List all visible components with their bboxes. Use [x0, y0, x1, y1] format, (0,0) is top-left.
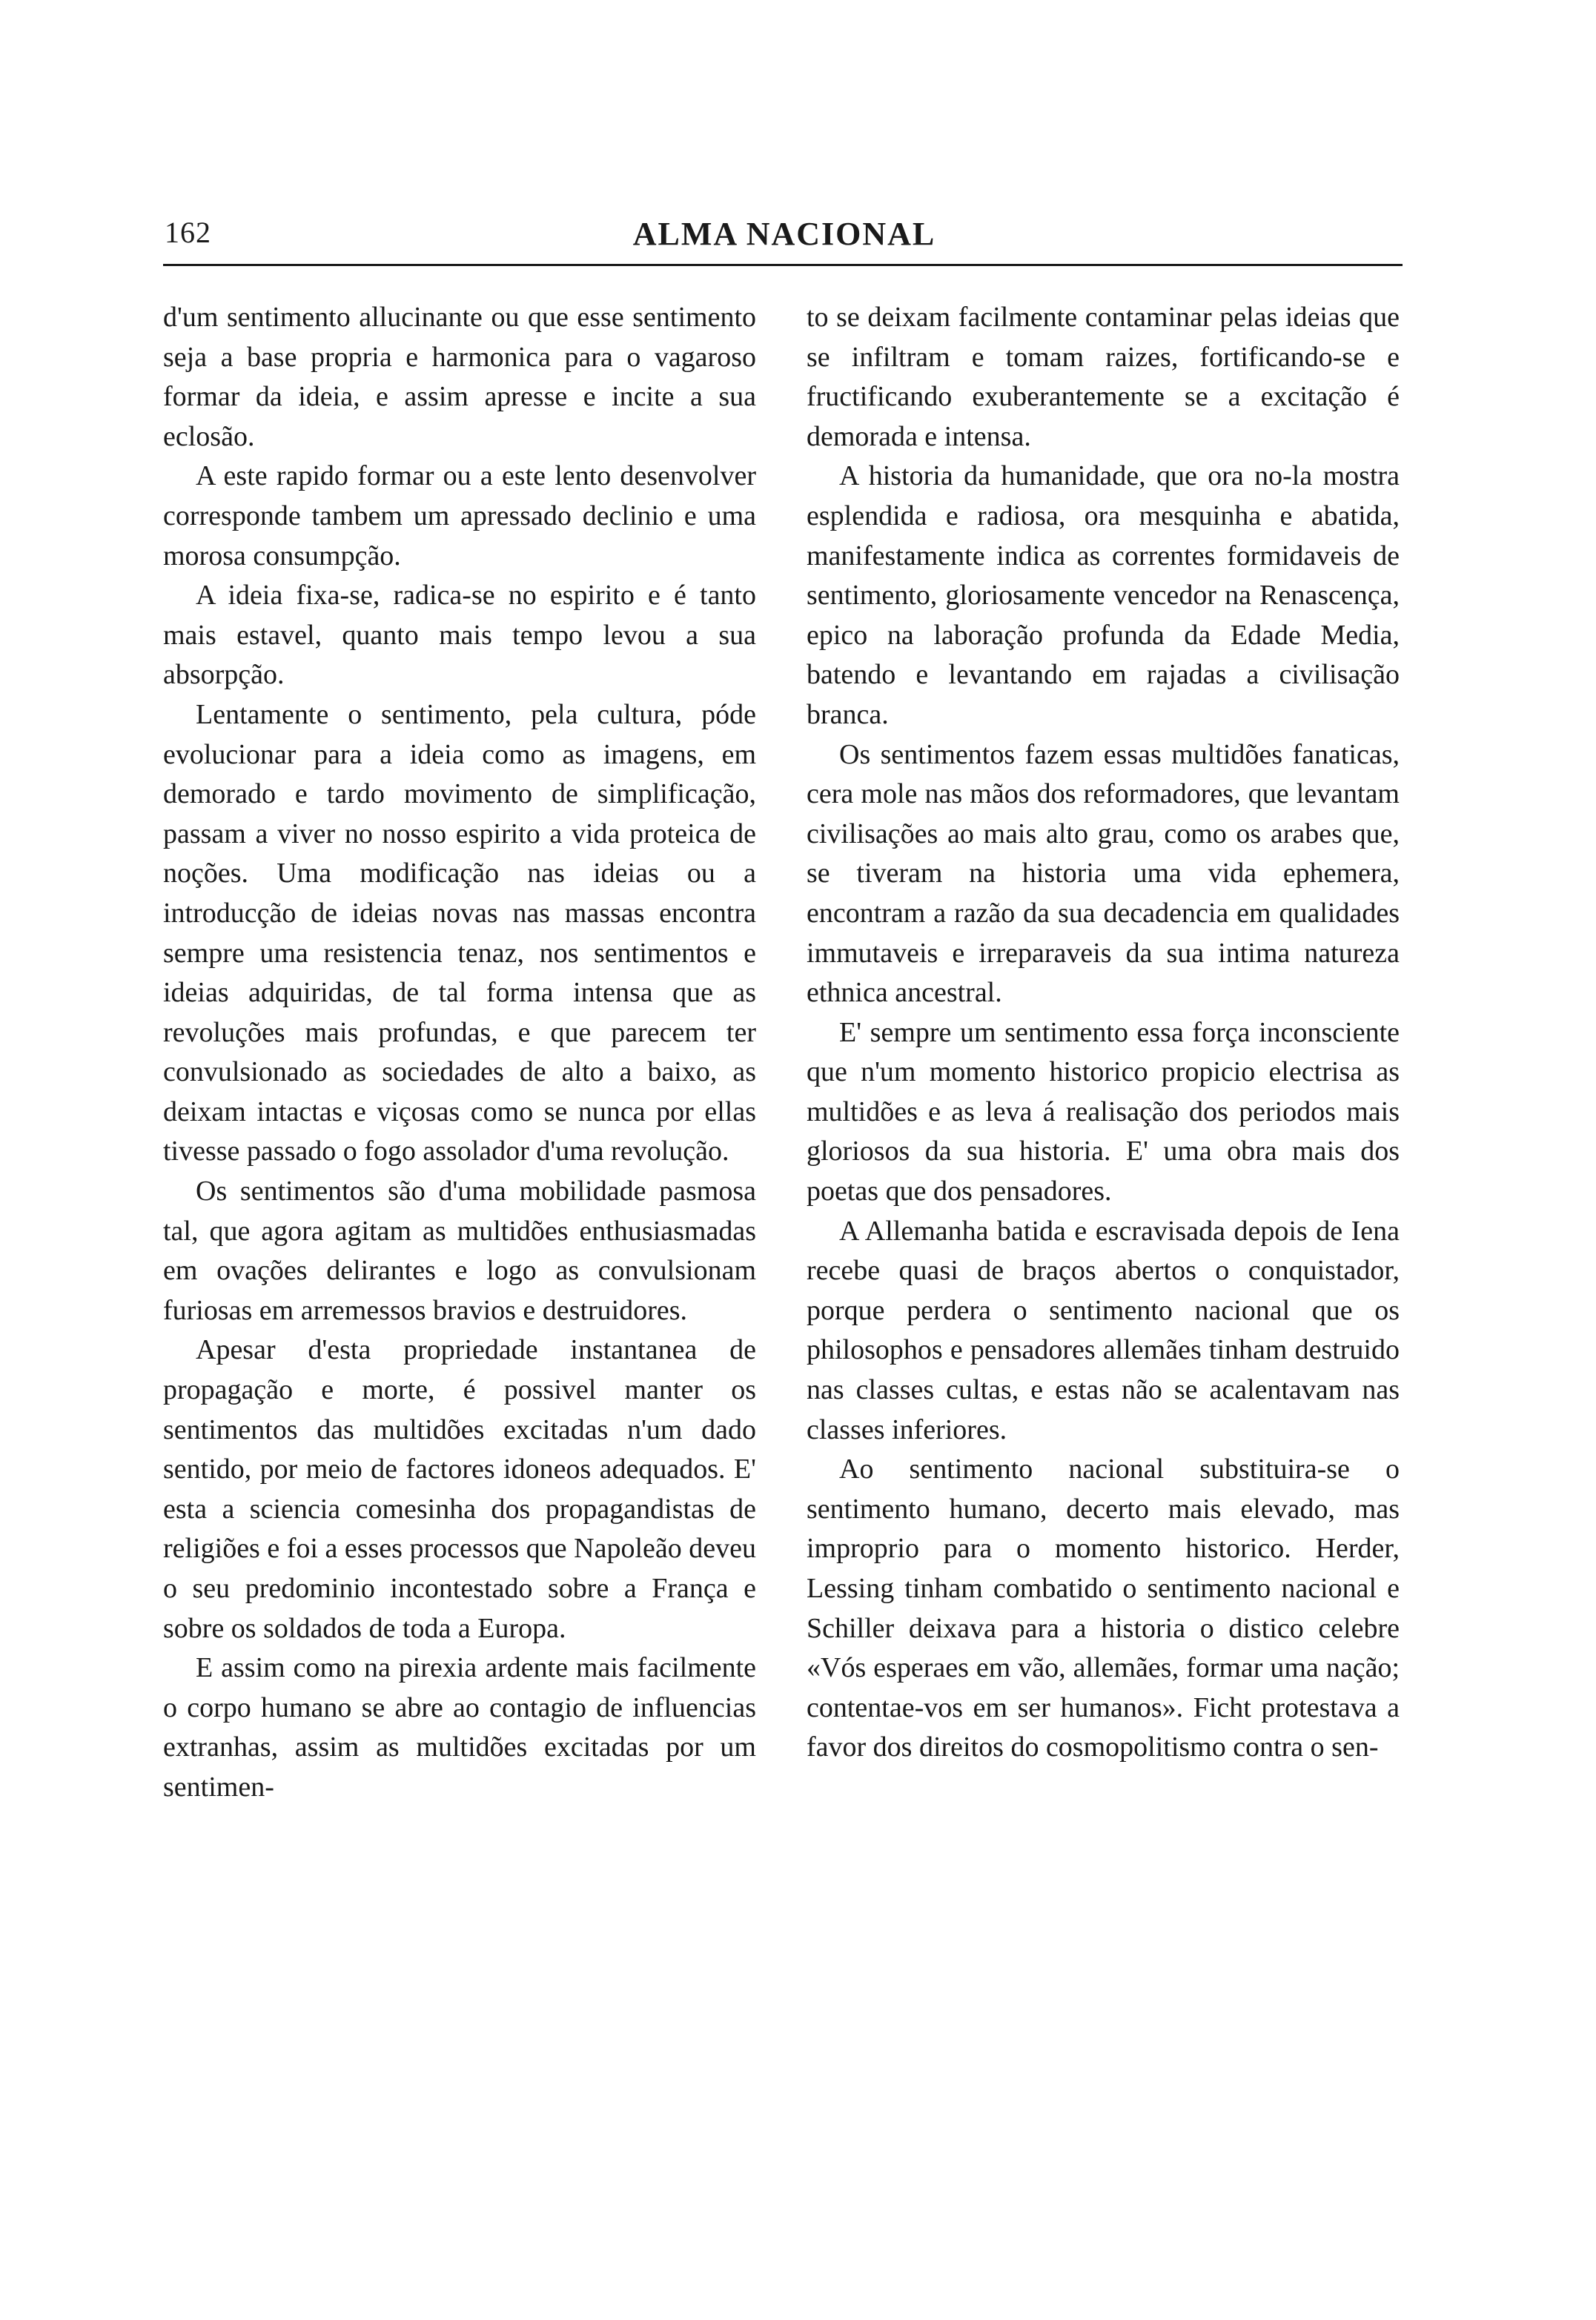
- right-column: [807, 298, 1400, 1768]
- paragraph: A Allemanha batida e escravisada depois de Iena recebe quasi de braços abertos o conquistador, porque perdera o sentimento nacional que os philosophos e pensadores allemães tinham destruido nas classes cultas, e estas não se acalentavam nas classes inferiores.: [807, 1215, 1400, 1445]
- paragraph: Os sentimentos fazem essas multidões fanaticas, cera mole nas mãos dos reformadores, que levantam civilisações ao mais alto grau, como os arabes que, se tiveram na historia uma vida ephemera, encontram a razão da sua decadencia em qualidades immutaveis e irreparaveis da sua intima natureza ethnica ancestral.: [807, 738, 1400, 1009]
- paragraph: A este rapido formar ou a este lento desenvolver corresponde tambem um apressado declinio e uma morosa consumpção.: [163, 460, 756, 571]
- paragraph: Lentamente o sentimento, pela cultura, póde evolucionar para a ideia como as imagens, em demorado e tardo movimento de simplificação, passam a viver no nosso espirito a vida proteica de noções. Uma modificação nas ideias ou a introducção de ideias novas nas massas encontra sempre uma resistencia tenaz, nos sentimentos e ideias adquiridas, de tal forma intensa que as revoluções mais profundas, e que parecem ter convulsionado as sociedades de alto a baixo, as deixam intactas e viçosas como se nunca por ellas tivesse passado o fogo assolador d'uma revolução.: [163, 698, 756, 1167]
- page-number: 162: [165, 216, 211, 249]
- paragraph: A historia da humanidade, que ora no-la mostra esplendida e radiosa, ora mesquinha e abatida, manifestamente indica as correntes formidaveis de sentimento, gloriosamente vencedor na Renascença, epico na laboração profunda da Edade Media, batendo e levantando em rajadas a civilisação branca.: [807, 460, 1400, 730]
- paragraph: E' sempre um sentimento essa força inconsciente que n'um momento historico propicio electrisa as multidões e as leva á realisação dos periodos mais gloriosos da sua historia. E' uma obra mais dos poetas que dos pensadores.: [807, 1016, 1400, 1207]
- paragraph: Os sentimentos são d'uma mobilidade pasmosa tal, que agora agitam as multidões enthusiasmadas em ovações delirantes e logo as convulsionam furiosas em arremessos bravios e destruidores.: [163, 1176, 756, 1326]
- paragraph: to se deixam facilmente contaminar pelas ideias que se infiltram e tomam raizes, fortificando-se e fructificando exuberantemente se a excitação é demorada e intensa.: [807, 302, 1400, 452]
- left-column: [163, 298, 756, 1808]
- paragraph: Apesar d'esta propriedade instantanea de propagação e morte, é possivel manter os sentimentos das multidões excitadas n'um dado sentido, por meio de factores idoneos adequados. E' esta a sciencia comesinha dos propagandistas de religiões e foi a esses processos que Napoleão deveu o seu predominio incontestado sobre a França e sobre os soldados de toda a Europa.: [163, 1334, 756, 1644]
- page-header: [165, 215, 1404, 256]
- header-rule: [163, 264, 1403, 266]
- paragraph: A ideia fixa-se, radica-se no espirito e é tanto mais estavel, quanto mais tempo levou a sua absorpção.: [163, 580, 756, 691]
- paragraph: d'um sentimento allucinante ou que esse sentimento seja a base propria e harmonica para o vagaroso formar da ideia, e assim apresse e incite a sua eclosão.: [163, 302, 756, 452]
- paragraph: Ao sentimento nacional substituira-se o sentimento humano, decerto mais elevado, mas improprio para o momento historico. Herder, Lessing tinham combatido o sentimento nacional e Schiller deixava para a historia o distico celebre «Vós esperaes em vão, allemães, formar uma nação; contentae-vos em ser humanos». Ficht protestava a favor dos direitos do cosmopolitismo contra o sen-: [807, 1454, 1400, 1763]
- paragraph: E assim como na pirexia ardente mais facilmente o corpo humano se abre ao contagio de influencias extranhas, assim as multidões excitadas por um sentimen-: [163, 1652, 756, 1803]
- running-title: ALMA NACIONAL: [632, 216, 936, 252]
